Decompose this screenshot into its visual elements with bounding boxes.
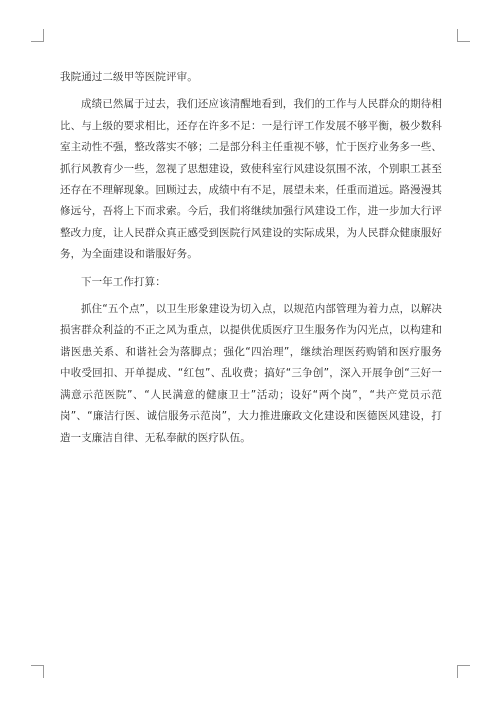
crop-mark-top-left bbox=[31, 29, 44, 42]
paragraph-review-result: 我院通过二级甲等医院评审。 bbox=[60, 71, 198, 83]
paragraph-next-year-heading: 下一年工作打算： bbox=[81, 275, 166, 288]
crop-mark-top-right bbox=[457, 29, 470, 42]
paragraph-work-plan: 抓住“五个点”，以卫生形象建设为切入点，以规范内部管理为着力点，以解决损害群众利益的不正之风为重点，以提供优质医疗卫生服务作为闪光点，以构建和谐医患关系、和谐社会为落脚点；强化“四治理”，继续治理医药购销和医疗服务中收受回扣、开单提成、“红包”、乱收费；搞好“三争创”，深入开展争创“三好一满意示范医院”、“人民满意的健康卫士”活动；设好“两个岗”，“共产党员示范岗”、“廉洁行医、诚信服务示范岗”，大力推进廉政文化建设和医德医风建设，打造一支廉洁自律、无私奉献的医疗队伍。 bbox=[60, 303, 442, 444]
crop-mark-bottom-left bbox=[31, 665, 44, 678]
paragraph-shortcomings: 成绩已然属于过去，我们还应该清醒地看到，我们的工作与人民群众的期待相比、与上级的要求相比，还存在许多不足：一是行评工作发展不够平衡，极少数科室主动性不强，整改落实不够；二是部分科主任重视不够，忙于医疗业务多一些、抓行风教育少一些，忽视了思想建设，致使科室行风建设氛围不浓，个别职工甚至还存在不理解现象。回顾过去，成绩中有不足，展望未来，任重而道远。路漫漫其修远兮，吾将上下而求索。今后，我们将继续加强行风建设工作，进一步加大行评整改力度，让人民群众真正感受到医院行风建设的实际成果，为人民群众健康服好务，为全面建设和谐服好务。 bbox=[60, 98, 442, 261]
crop-mark-bottom-right bbox=[457, 665, 470, 678]
document-body bbox=[60, 67, 442, 455]
